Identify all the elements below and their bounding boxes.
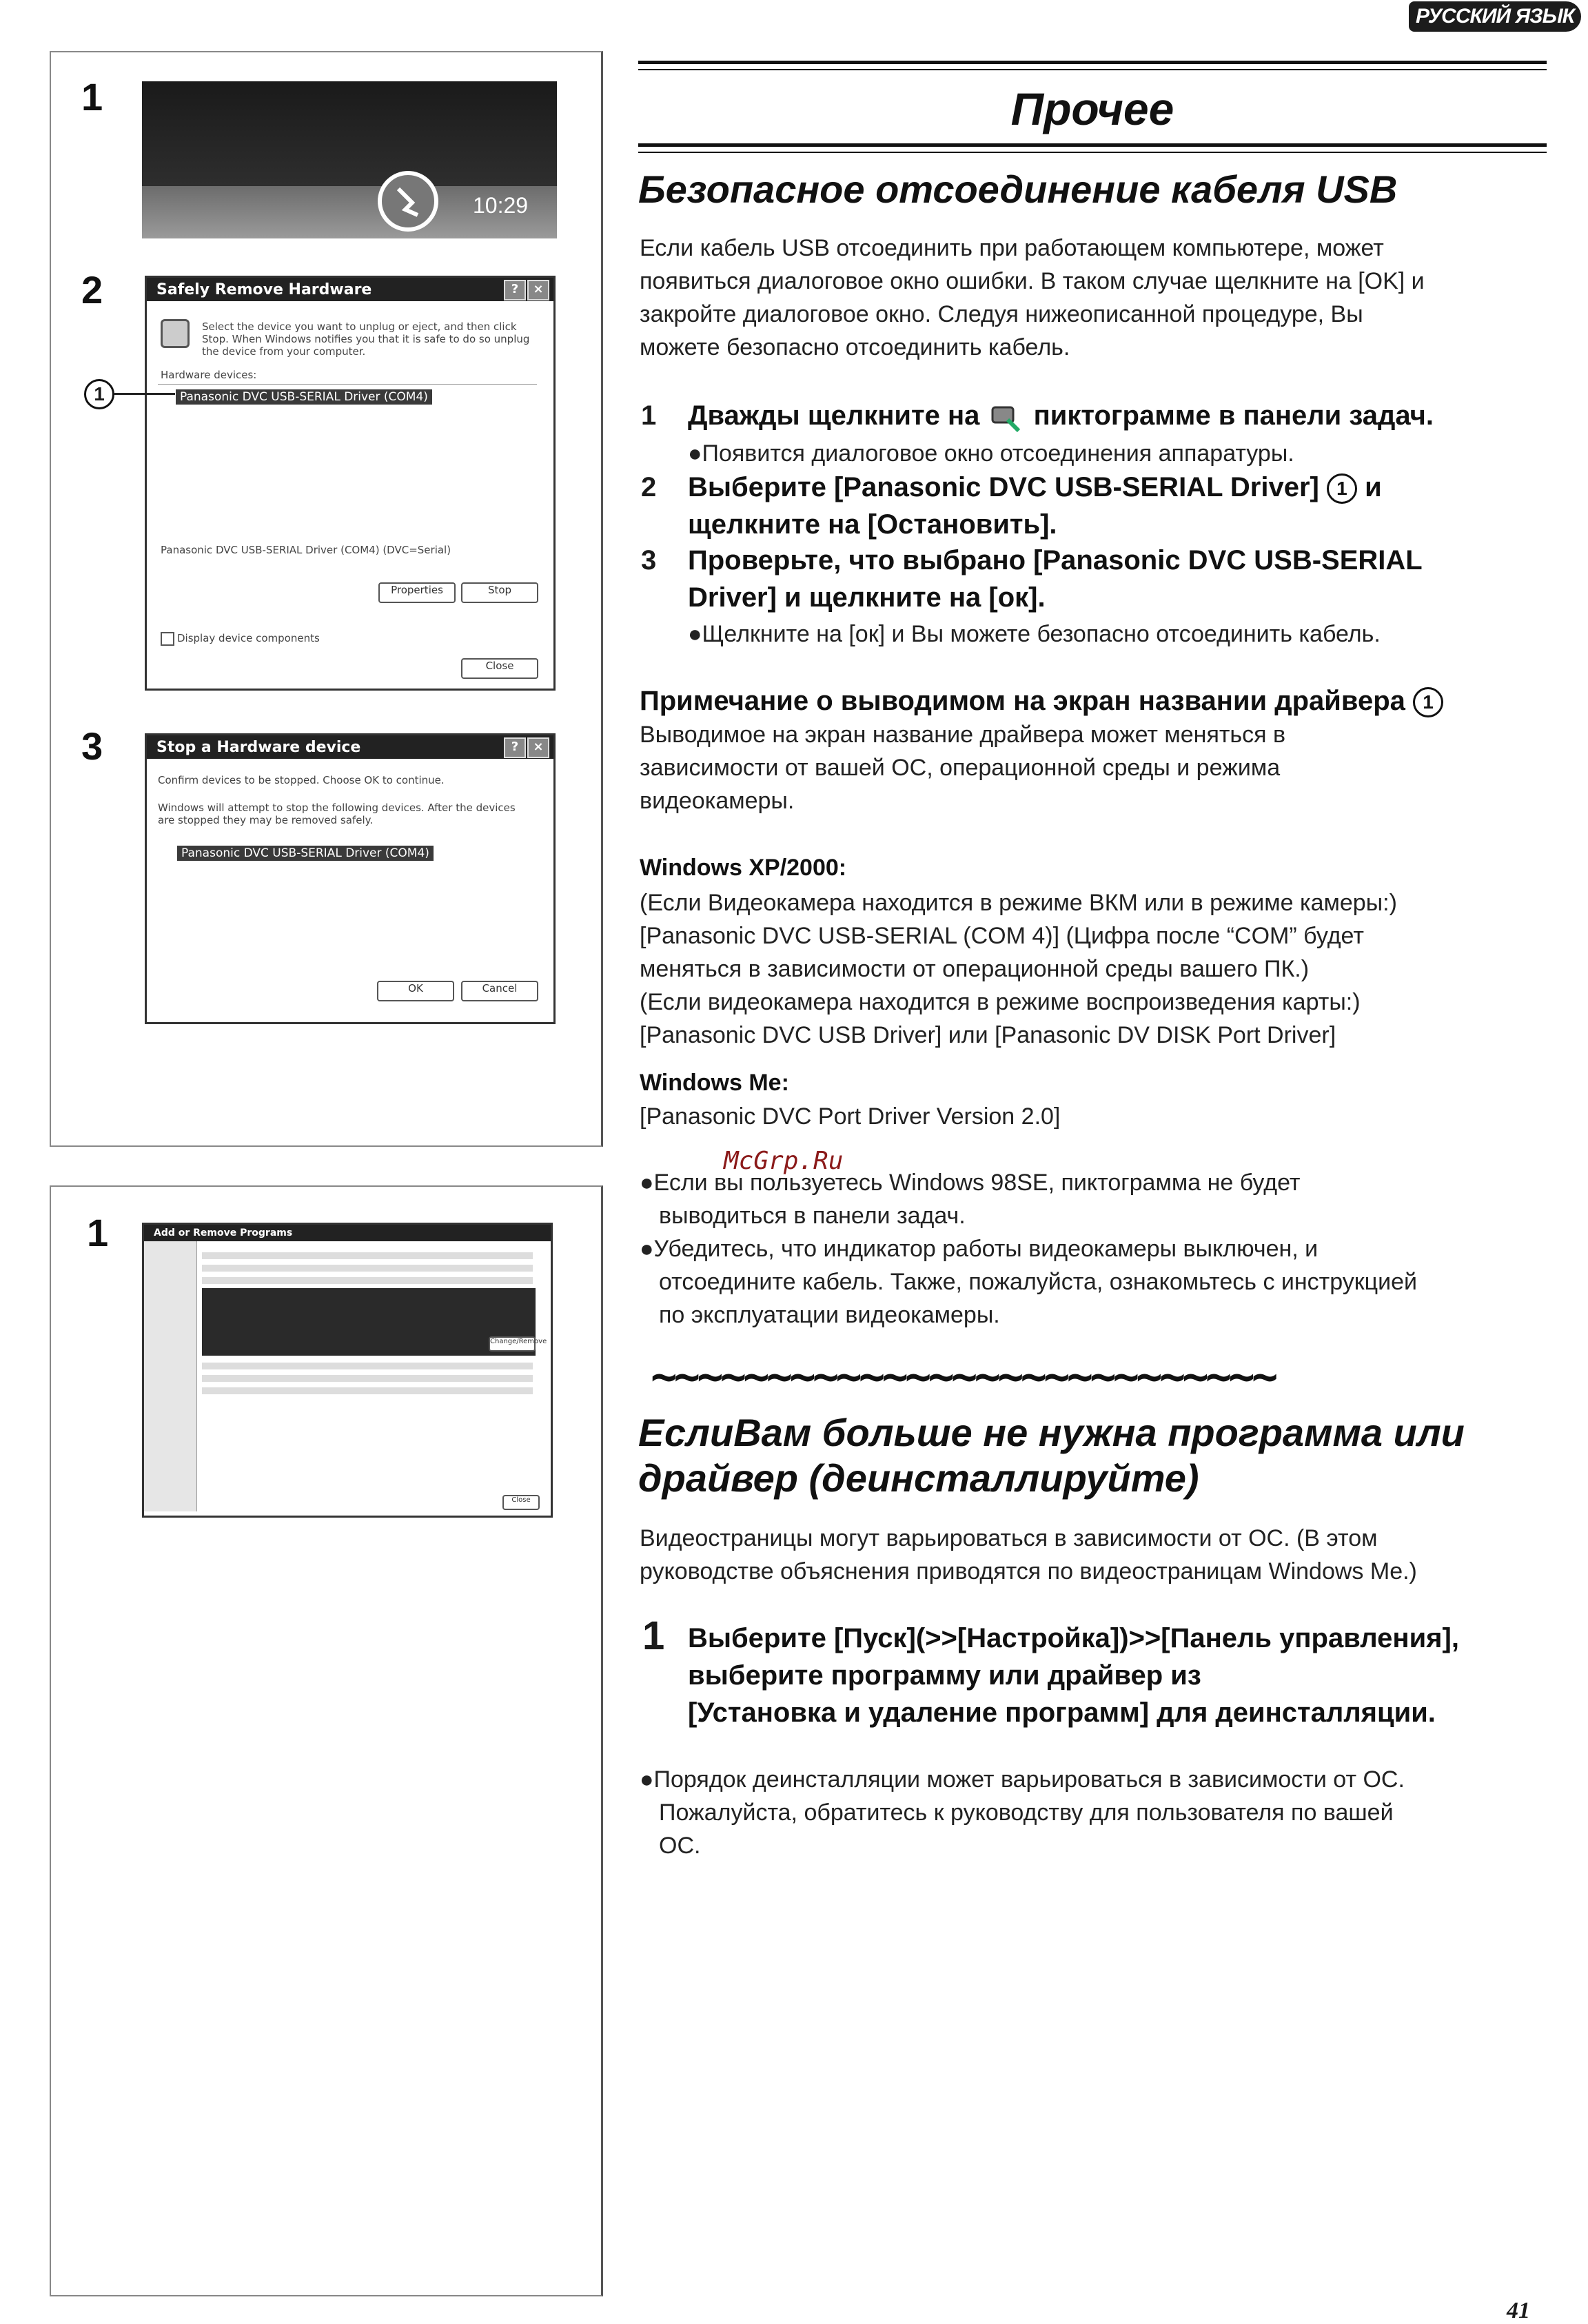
close-dialog-button[interactable]: Close: [502, 1495, 540, 1510]
help-button[interactable]: ?: [504, 280, 526, 300]
windows-xp-line: меняться в зависимости от операционной среды вашего ПК.): [640, 956, 1310, 982]
program-list-row[interactable]: [202, 1277, 533, 1284]
driver-note-body: [640, 718, 1549, 817]
dialog-instructions: Select the device you want to unplug or eject, and then click Stop. When Windows notifies you that it is safe to do so unplug the device from your computer.: [202, 320, 530, 358]
usb-step-number: 2: [641, 472, 657, 502]
uninstall-bullet-line: ОС.: [659, 1833, 701, 1859]
program-list-row[interactable]: [202, 1387, 533, 1394]
uninstall-bullet-line: Пожалуйста, обратитесь к руководству для пользователя по вашей: [659, 1800, 1394, 1826]
usb-step-number: 3: [641, 545, 657, 575]
help-button[interactable]: ?: [504, 737, 526, 758]
usb-step-3-note: ●Щелкните на [ок] и Вы можете безопасно отсоединить кабель.: [688, 621, 1381, 647]
stop-hardware-dialog: [145, 733, 556, 1024]
usb-intro-line: можете безопасно отсоединить кабель.: [640, 334, 1070, 360]
program-list-row[interactable]: [202, 1375, 533, 1382]
display-components-checkbox[interactable]: [161, 632, 174, 646]
usb-step-1-note: ●Появится диалоговое окно отсоединения аппаратуры.: [688, 440, 1294, 467]
title-rule: [638, 143, 1547, 147]
selected-program[interactable]: [202, 1288, 536, 1356]
safely-remove-tray-icon[interactable]: [378, 171, 438, 232]
usb-intro-line: появиться диалоговое окно ошибки. В таком случае щелкните на [OK] и: [640, 268, 1425, 294]
usb-step-3-line: Driver] и щелкните на [ок].: [688, 582, 1046, 613]
note-bullets: [640, 1166, 1556, 1332]
device-list-item[interactable]: Panasonic DVC USB-SERIAL Driver (COM4): [176, 389, 432, 405]
top-rule: [638, 61, 1547, 64]
usb-intro-line: Если кабель USB отсоединить при работающем компьютере, может: [640, 235, 1384, 261]
close-dialog-button[interactable]: Close: [461, 658, 538, 679]
windows-xp-title: Windows XP/2000:: [640, 855, 847, 881]
cancel-button[interactable]: Cancel: [461, 981, 538, 1001]
taskbar-screenshot: [142, 81, 557, 186]
page-number: 41: [1507, 2298, 1530, 2323]
step-number: 1: [87, 1211, 109, 1254]
ok-button[interactable]: OK: [377, 981, 454, 1001]
uninstall-heading-line: драйвер (деинсталлируйте): [638, 1456, 1199, 1500]
properties-button[interactable]: Properties: [378, 582, 456, 603]
section-title: Прочее: [1010, 83, 1174, 134]
top-rule-thin: [638, 69, 1547, 70]
close-button[interactable]: ×: [527, 737, 549, 758]
usb-intro-line: закройте диалоговое окно. Следуя нижеописанной процедуре, Вы: [640, 301, 1363, 327]
usb-step-3-line: Проверьте, что выбрано [Panasonic DVC USB-SERIAL: [688, 545, 1423, 575]
step-number: 2: [81, 268, 103, 312]
uninstall-bullet-line: ●Порядок деинсталляции может варьироваться в зависимости от ОС.: [640, 1766, 1405, 1793]
add-remove-programs-dialog: [142, 1223, 553, 1518]
step-number: 1: [81, 75, 103, 119]
bullet-line: отсоедините кабель. Также, пожалуйста, ознакомьтесь с инструкцией: [659, 1269, 1418, 1295]
change-remove-button[interactable]: Change/Remove: [489, 1336, 536, 1352]
program-list-row[interactable]: [202, 1363, 533, 1369]
usb-step-2: [688, 469, 1549, 543]
program-list-row[interactable]: [202, 1252, 533, 1259]
device-list-item[interactable]: Panasonic DVC USB-SERIAL Driver (COM4): [177, 846, 434, 861]
uninstall-step-line: Выберите [Пуск](>>[Настройка])>>[Панель управления],: [688, 1623, 1459, 1653]
usb-step-number: 1: [641, 400, 657, 431]
windows-me-title: Windows Me:: [640, 1070, 789, 1096]
dialog-title: Stop a Hardware device: [156, 738, 361, 756]
stop-button[interactable]: Stop: [461, 582, 538, 603]
windows-xp-line: (Если Видеокамера находится в режиме ВКМ или в режиме камеры:): [640, 890, 1397, 916]
windows-xp-line: (Если видеокамера находится в режиме воспроизведения карты:): [640, 989, 1361, 1015]
title-rule-thin: [638, 152, 1547, 153]
uninstall-intro-line: Видеостраницы могут варьироваться в зависимости от ОС. (В этом: [640, 1525, 1378, 1551]
dialog-title: Safely Remove Hardware: [156, 281, 372, 298]
bullet-line: ●Если вы пользуетесь Windows 98SE, пиктограмма не будет: [640, 1170, 1301, 1196]
windows-xp-body: [640, 886, 1549, 1052]
uninstall-intro: [640, 1522, 1556, 1588]
callout-marker: 1: [1327, 473, 1357, 504]
safely-remove-icon: [987, 400, 1026, 434]
uninstall-step-line: [Установка и удаление программ] для деинсталляции.: [688, 1698, 1436, 1728]
bullet-line: выводиться в панели задач.: [659, 1203, 966, 1229]
uninstall-intro-line: руководстве объяснения приводятся по видеостраницам Windows Me.): [640, 1558, 1417, 1584]
usb-heading: Безопасное отсоединение кабеля USB: [638, 167, 1398, 211]
usb-step-2-text-cont: щелкните на [Остановить].: [688, 509, 1057, 540]
bullet-line: ●Убедитесь, что индикатор работы видеокамеры выключен, и: [640, 1236, 1319, 1262]
driver-note-line: видеокамеры.: [640, 788, 795, 814]
device-list[interactable]: [158, 384, 537, 535]
driver-note-heading-text: Примечание о выводимом на экран названии драйвера: [640, 686, 1405, 716]
usb-step-1: [688, 397, 1549, 434]
uninstall-step-line: выберите программу или драйвер из: [688, 1660, 1201, 1691]
callout-line: [114, 393, 175, 395]
usb-step-1-text-cont: пиктограмме в панели задач.: [1033, 400, 1434, 431]
usb-step-2-text: Выберите [Panasonic DVC USB-SERIAL Driver]: [688, 472, 1319, 502]
usb-step-3: [688, 542, 1549, 616]
taskbar-clock: 10:29: [473, 193, 529, 218]
windows-xp-line: [Panasonic DVC USB-SERIAL (COM 4)] (Цифра после “COM” будет: [640, 923, 1364, 949]
wavy-divider: ~~~~~~~~~~~~~~~~~~~~~~~~~~~: [651, 1352, 1275, 1403]
usb-step-2-and: и: [1365, 472, 1382, 502]
confirm-text: Confirm devices to be stopped. Choose OK to continue.: [158, 774, 445, 786]
checkbox-label: Display device components: [177, 632, 320, 644]
uninstall-bullet: [640, 1763, 1556, 1862]
usb-intro: [640, 232, 1549, 364]
uninstall-step-number: 1: [642, 1613, 665, 1658]
bullet-line: по эксплуатации видеокамеры.: [659, 1302, 1000, 1328]
dialog-title: Add or Remove Programs: [154, 1227, 293, 1239]
safely-remove-hardware-dialog: [145, 276, 556, 691]
language-badge: РУССКИЙ ЯЗЫК: [1409, 1, 1581, 32]
windows-xp-line: [Panasonic DVC USB Driver] или [Panasonic DV DISK Port Driver]: [640, 1022, 1336, 1048]
program-list-row[interactable]: [202, 1265, 533, 1272]
hardware-devices-label: Hardware devices:: [161, 369, 257, 381]
device-detail: Panasonic DVC USB-SERIAL Driver (COM4) (DVC=Serial): [161, 544, 451, 556]
category-sidebar: [144, 1241, 197, 1511]
usb-step-1-text: Дважды щелкните на: [688, 400, 980, 431]
uninstall-heading: [638, 1410, 1465, 1501]
close-button[interactable]: ×: [527, 280, 549, 300]
uninstall-heading-line: ЕслиВам больше не нужна программа или: [638, 1411, 1465, 1454]
callout-marker: 1: [1413, 687, 1443, 717]
callout-marker: 1: [84, 379, 114, 409]
windows-me-body: [Panasonic DVC Port Driver Version 2.0]: [640, 1103, 1061, 1130]
driver-note-line: зависимости от вашей ОС, операционной среды и режима: [640, 755, 1281, 781]
driver-note-line: Выводимое на экран название драйвера может меняться в: [640, 722, 1286, 748]
watermark: McGrp.Ru: [724, 1147, 844, 1175]
driver-note-heading: [640, 682, 1443, 720]
info-text: Windows will attempt to stop the following devices. After the devices are stopped they may be removed safely.: [158, 802, 516, 826]
hardware-icon: [161, 319, 190, 348]
step-number: 3: [81, 724, 103, 768]
uninstall-step: [688, 1620, 1549, 1731]
